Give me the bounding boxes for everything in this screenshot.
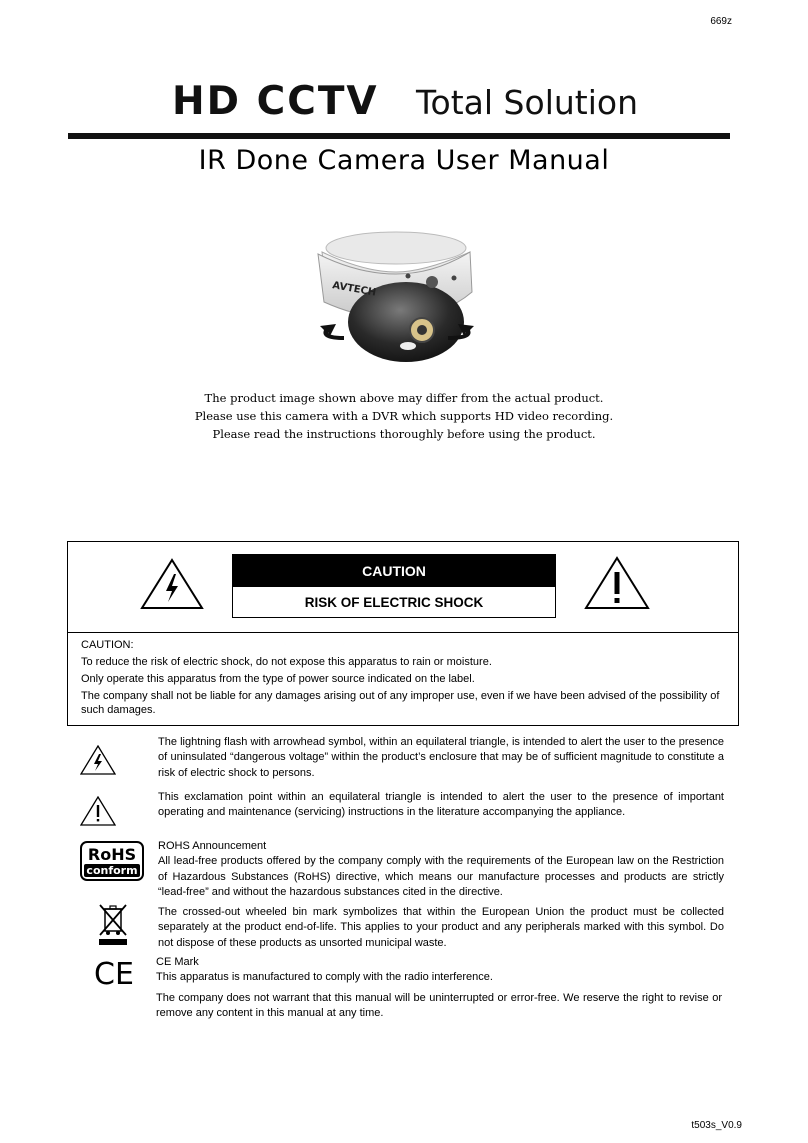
- symbol-description: [158, 790, 724, 821]
- lightning-triangle-icon: [80, 745, 116, 780]
- lightning-triangle-icon: [140, 558, 204, 615]
- symbol-heading: ROHS Announcement: [158, 840, 267, 852]
- symbol-text: The crossed-out wheeled bin mark symbolizes that within the European Union the product must be collected separately at the product end-of-life. This applies to your product and any peripherals marked with this symbol. Do not dispose of these products as unsorted municipal waste.: [158, 906, 724, 949]
- document-code-top: 669z: [710, 16, 732, 27]
- symbol-text: The company does not warrant that this manual will be uninterrupted or error-free. We reserve the right to revise or remove any content in this manual at any time.: [156, 991, 722, 1019]
- symbol-description: [158, 905, 724, 951]
- caution-banner-title: CAUTION: [233, 555, 555, 587]
- rohs-conform-icon: [80, 841, 144, 886]
- intro-notes: [0, 389, 808, 443]
- symbol-description: [158, 839, 724, 900]
- symbol-text: This apparatus is manufactured to comply with the radio interference.: [156, 971, 493, 984]
- exclamation-triangle-icon: [80, 796, 116, 831]
- caution-line: Only operate this apparatus from the type of power source indicated on the label.: [81, 673, 475, 685]
- caution-banner-subtitle: RISK OF ELECTRIC SHOCK: [304, 595, 484, 610]
- symbol-description: [158, 735, 724, 781]
- conform-icon-text: conform: [86, 864, 138, 877]
- camera-image: [304, 222, 484, 362]
- intro-note: Please read the instructions thoroughly before using the product.: [212, 427, 596, 441]
- brand-bold-text: HD CCTV: [172, 79, 379, 122]
- intro-note: The product image shown above may differ from the actual product.: [204, 391, 604, 405]
- brand-logo: [0, 78, 808, 122]
- symbol-heading: CE Mark: [156, 956, 199, 968]
- page-title: IR Done Camera User Manual: [198, 145, 610, 176]
- caution-line: The company shall not be liable for any damages arising out of any improper use, even if we have been advised of the possibility of such damages.: [81, 690, 720, 716]
- caution-line: To reduce the risk of electric shock, do not expose this apparatus to rain or moisture.: [81, 656, 492, 668]
- symbol-description: [156, 955, 722, 1021]
- caution-text: [81, 638, 729, 720]
- caution-heading: CAUTION:: [81, 639, 134, 651]
- ce-mark-icon: [92, 957, 136, 994]
- symbol-text: All lead-free products offered by the company comply with the requirements of the European law on the Restriction of Hazardous Substances (RoHS) directive, which means our manufacture processes and products are strictly “lead-free” and without the hazardous substances cited in the directive.: [158, 855, 724, 898]
- caution-header: [68, 542, 738, 633]
- document-code-bottom: t503s_V0.9: [691, 1120, 742, 1131]
- symbol-text: This exclamation point within an equilateral triangle is intended to alert the user to the presence of important operating and maintenance (servicing) instructions in the literature accompanying the appliance.: [158, 791, 724, 819]
- rotate-left-arrow-icon: [320, 324, 344, 340]
- caution-banner: [232, 554, 556, 618]
- rohs-icon-text: RoHS: [87, 845, 137, 864]
- brand-light-text: Total Solution: [416, 83, 638, 122]
- caution-box: [67, 541, 739, 726]
- exclamation-triangle-icon: [584, 556, 650, 615]
- title-rule: [68, 133, 730, 139]
- intro-note: Please use this camera with a DVR which supports HD video recording.: [194, 409, 614, 423]
- crossed-bin-icon: [96, 903, 130, 952]
- symbol-text: The lightning flash with arrowhead symbol, within an equilateral triangle, is intended to alert the user to the presence of uninsulated “dangerous voltage” within the product’s enclosure that may be of sufficient magnitude to constitute a risk of electric shock to persons.: [158, 736, 724, 779]
- camera-brand-label: AVTECH: [331, 280, 377, 299]
- ce-icon-text: CE: [94, 957, 134, 989]
